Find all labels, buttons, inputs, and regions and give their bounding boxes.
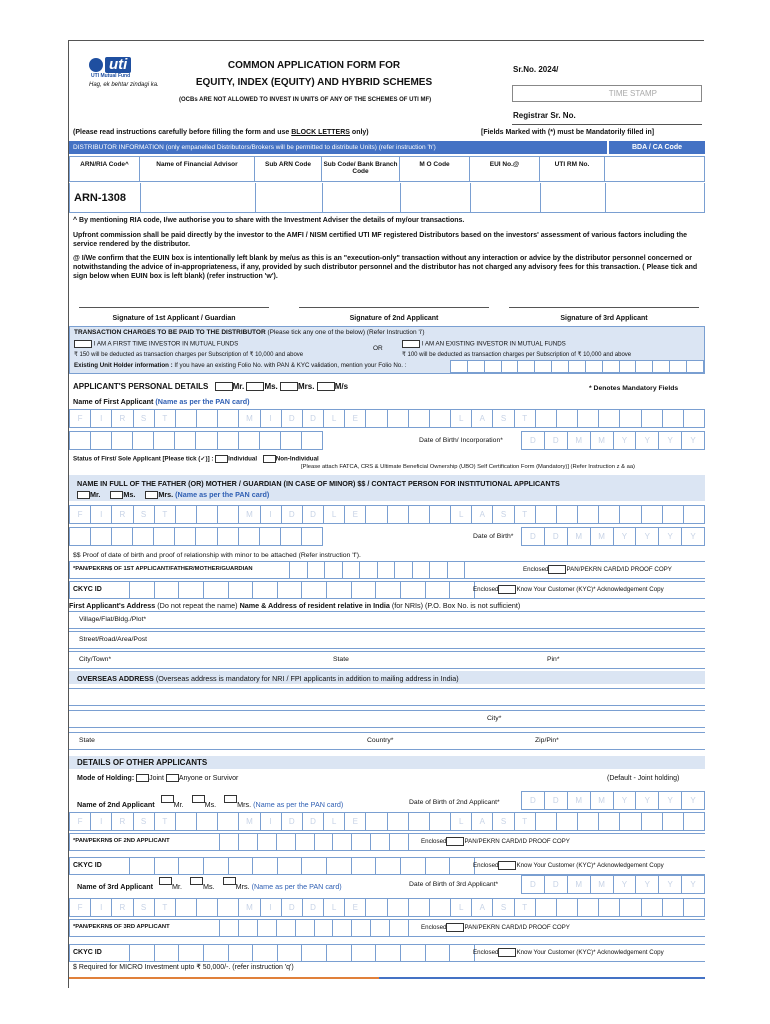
joint-label: Joint — [149, 774, 164, 782]
third-mr-label: Mr. — [172, 882, 182, 891]
registrar-serial: Registrar Sr. No. — [513, 111, 576, 120]
kyc-ack-label: Know Your Customer (KYC)* Acknowledgement Copy — [516, 862, 664, 870]
transaction-charges — [69, 326, 705, 374]
hint-char: R — [112, 813, 133, 830]
second-mr-checkbox[interactable] — [161, 795, 174, 803]
timestamp-label: TIME STAMP — [608, 89, 657, 98]
pin-label: Pin* — [547, 656, 560, 663]
third-name-row[interactable] — [69, 898, 705, 917]
second-ms-checkbox[interactable] — [192, 795, 205, 803]
joint-checkbox[interactable] — [136, 774, 149, 782]
third-mrs-label: Mrs. — [235, 882, 250, 891]
kyc-3-enclosed-checkbox[interactable] — [498, 948, 516, 957]
hint-char: L — [324, 410, 345, 427]
distributor-table-values — [69, 183, 705, 213]
hint-char: Y — [682, 432, 705, 449]
overseas-city-label: City* — [487, 715, 502, 722]
hint-char: A — [472, 410, 493, 427]
first-time-checkbox[interactable] — [74, 340, 92, 348]
hint-char: E — [345, 899, 366, 916]
third-mrs-checkbox[interactable] — [223, 877, 236, 885]
ms-label: Ms. — [264, 382, 278, 391]
village-label: Village/Flat/Bldg./Plot* — [79, 616, 147, 623]
address-title — [69, 601, 520, 610]
arn-value[interactable]: ARN-1308 — [74, 192, 126, 204]
hint-char: D — [303, 899, 324, 916]
hint-char: L — [451, 813, 472, 830]
third-ms-label: Ms. — [203, 882, 215, 891]
ms-company-label: M/s — [334, 382, 349, 391]
bda-code-header: BDA / CA Code — [609, 141, 705, 154]
registrar-line — [512, 124, 702, 125]
hint-char: Y — [682, 792, 705, 809]
pan-3-proof — [421, 923, 570, 932]
second-mrs-checkbox[interactable] — [224, 795, 237, 803]
logo-subtitle: UTI Mutual Fund — [91, 73, 131, 79]
transaction-title: TRANSACTION CHARGES TO BE PAID TO THE DISTRIBUTOR — [74, 329, 266, 336]
second-applicant-label: Name of 2nd Applicant — [77, 800, 155, 809]
hint-char: D — [282, 410, 303, 427]
address-title-main: First Applicant's Address — [69, 601, 158, 610]
col-advisor: Name of Financial Advisor — [140, 157, 255, 181]
enclosed-label: Enclosed — [473, 586, 499, 594]
hint-char: M — [239, 410, 260, 427]
overseas-title-main: OVERSEAS ADDRESS — [77, 674, 156, 683]
second-ms-label: Ms. — [204, 800, 217, 809]
hint-char: Y — [636, 792, 659, 809]
hint-char: D — [545, 792, 568, 809]
hint-char: E — [345, 506, 366, 523]
instructions-left — [73, 129, 369, 136]
kyc-3-proof — [473, 948, 664, 957]
hint-char: Y — [614, 528, 637, 545]
hint-char: D — [282, 813, 303, 830]
guardian-dob-label: Date of Birth* — [473, 533, 514, 540]
unit-holder-label: Existing Unit Holder information : — [74, 362, 175, 369]
first-time-row — [74, 340, 238, 348]
block-letters: BLOCK LETTERS — [291, 129, 350, 136]
distributor-table-header — [69, 156, 705, 182]
hint-char: D — [522, 528, 545, 545]
hint-char: T — [155, 410, 176, 427]
hint-char: D — [282, 506, 303, 523]
hint-char: D — [282, 899, 303, 916]
sig-line-1 — [79, 307, 269, 308]
hint-char: T — [155, 506, 176, 523]
logo-brand: uti — [105, 57, 131, 73]
hint-char: D — [522, 792, 545, 809]
distributor-bar-text: DISTRIBUTOR INFORMATION (only empanelled Distributors/Brokers will be permitted to distribute Units) (refer instruction 'h') — [73, 144, 436, 151]
hint-char: T — [515, 813, 536, 830]
hint-char: T — [155, 813, 176, 830]
hint-char: T — [515, 899, 536, 916]
default-holding: (Default - Joint holding) — [607, 775, 680, 782]
hint-char: L — [324, 899, 345, 916]
mandatory-note: * Denotes Mandatory Fields — [589, 385, 679, 392]
guardian-mr-checkbox[interactable] — [77, 491, 90, 499]
third-applicant-label: Name of 3rd Applicant — [77, 882, 154, 891]
signature-3: Signature of 3rd Applicant — [560, 315, 648, 322]
guardian-mrs-checkbox[interactable] — [145, 491, 158, 499]
hint-char: E — [345, 410, 366, 427]
hint-char: M — [591, 792, 614, 809]
third-mr-checkbox[interactable] — [159, 877, 172, 885]
hint-char: M — [591, 432, 614, 449]
sig-line-2 — [299, 307, 489, 308]
hint-char: Y — [614, 876, 637, 893]
status-row — [73, 455, 319, 463]
guardian-mr-label: Mr. — [90, 490, 101, 499]
hint-char: T — [515, 506, 536, 523]
hint-char: D — [522, 876, 545, 893]
hint-char: I — [91, 899, 112, 916]
signature-1: Signature of 1st Applicant / Guardian — [112, 315, 236, 322]
uti-logo — [89, 56, 159, 88]
pan-3-enclosed-checkbox[interactable] — [446, 923, 464, 932]
third-applicant-row — [77, 882, 342, 891]
hint-char: Y — [659, 528, 682, 545]
second-pan-hint: (Name as per the PAN card) — [253, 800, 344, 809]
hint-char: S — [134, 410, 155, 427]
pan-2-enclosed-checkbox[interactable] — [446, 837, 464, 846]
form-title-line1: COMMON APPLICATION FORM FOR — [227, 60, 401, 71]
overseas-title — [77, 674, 459, 683]
hint-char: I — [261, 410, 282, 427]
hint-char: S — [134, 813, 155, 830]
ocb-note: (OCBs ARE NOT ALLOWED TO INVEST IN UNITS OF ANY OF THE SCHEMES OF UTI MF) — [179, 97, 432, 103]
hint-char: A — [472, 899, 493, 916]
commission-note: Upfront commission shall be paid directly by the investor to the AMFI / NISM certified UTI MF registered Distributors based on the investors' assessment of various factors including the service rendered by the distributor. — [73, 232, 688, 248]
hint-char: I — [261, 813, 282, 830]
form-title — [169, 59, 459, 89]
ms-checkbox[interactable] — [246, 382, 264, 391]
timestamp-box — [512, 85, 702, 102]
logo-emblem-icon — [89, 58, 103, 72]
hint-char: A — [472, 506, 493, 523]
overseas-state-label: State — [79, 737, 95, 744]
hint-char: R — [112, 899, 133, 916]
hint-char: A — [472, 813, 493, 830]
overseas-country-label: Country* — [367, 737, 394, 744]
personal-details-row — [73, 382, 348, 391]
hint-char: M — [591, 528, 614, 545]
enclosed-label: Enclosed — [523, 566, 549, 574]
overseas-line1-row[interactable] — [69, 688, 705, 706]
overseas-title-note: (Overseas address is mandatory for NRI / FPI applicants in addition to mailing address in India) — [155, 674, 459, 683]
serial-number: Sr.No. 2024/ — [513, 65, 559, 74]
hint-char: L — [451, 899, 472, 916]
overseas-city-row[interactable] — [69, 710, 705, 728]
guardian-pan-hint: (Name as per the PAN card) — [175, 490, 270, 499]
mrs-checkbox[interactable] — [280, 382, 298, 391]
hint-char: Y — [659, 792, 682, 809]
hint-char: Y — [682, 876, 705, 893]
hint-char: Y — [659, 432, 682, 449]
micro-footnote: $ Required for MICRO Investment upto ₹ 50,000/-. (refer instruction 'q') — [73, 964, 294, 971]
hint-char: E — [345, 813, 366, 830]
existing-note: ₹ 100 will be deducted as transaction charges per Subscription of ₹ 10,000 and above — [402, 352, 632, 358]
existing-label: I AM AN EXISTING INVESTOR IN MUTUAL FUNDS — [421, 340, 566, 348]
hint-char: F — [70, 899, 91, 916]
proof-note: $$ Proof of date of birth and proof of relationship with minor to be attached (Refer instruction 'f'). — [73, 552, 361, 559]
address-street-row[interactable] — [69, 631, 705, 649]
existing-row — [402, 340, 566, 348]
hint-char: D — [545, 528, 568, 545]
kyc-2-proof — [473, 861, 664, 870]
hint-char: I — [261, 506, 282, 523]
unit-holder-hint: If you have an existing Folio No. with PAN & KYC validation, mention your Folio No. : — [174, 362, 407, 369]
hint-char: M — [568, 528, 591, 545]
hint-char: Y — [636, 876, 659, 893]
pan-name-hint: (Name as per the PAN card) — [155, 397, 250, 406]
second-mrs-label: Mrs. — [237, 800, 252, 809]
third-ms-checkbox[interactable] — [190, 877, 203, 885]
individual-label: Individual — [228, 455, 258, 463]
hint-char: L — [451, 506, 472, 523]
hint-char: F — [70, 813, 91, 830]
first-applicant-label — [73, 397, 250, 406]
first-time-label: I AM A FIRST TIME INVESTOR IN MUTUAL FUNDS — [93, 340, 239, 348]
dob3-input[interactable] — [521, 875, 705, 894]
instructions-only: only) — [349, 129, 369, 136]
dob-label: Date of Birth/ Incorporation* — [419, 437, 503, 444]
hint-char: F — [70, 410, 91, 427]
hint-char: M — [591, 876, 614, 893]
ckyc-1-label: CKYC ID — [73, 586, 102, 593]
state-label: State — [333, 656, 349, 663]
pan-3-label: *PAN/PEKRN$ OF 3RD APPLICANT — [73, 924, 170, 930]
hint-char: D — [545, 876, 568, 893]
hint-char: Y — [636, 432, 659, 449]
dob2-input[interactable] — [521, 791, 705, 810]
other-applicants-title: DETAILS OF OTHER APPLICANTS — [77, 758, 208, 767]
hint-char: D — [522, 432, 545, 449]
overseas-zip-label: Zip/Pin* — [535, 737, 559, 744]
sig-line-3 — [509, 307, 699, 308]
signature-2: Signature of 2nd Applicant — [349, 315, 439, 322]
instructions-right: [Fields Marked with (*) must be Mandatorily filled in] — [481, 129, 655, 136]
hint-char: Y — [614, 432, 637, 449]
address-title-nri: Name & Address of resident relative in India — [239, 601, 392, 610]
first-applicant-name-row2[interactable] — [69, 431, 323, 450]
status-label: Status of First/ Sole Applicant [Please tick (✓)] : — [73, 455, 214, 463]
pan-proof-label: PAN/PEKRN CARD/ID PROOF COPY — [464, 924, 570, 932]
hint-char: D — [545, 432, 568, 449]
hint-char: F — [70, 506, 91, 523]
guardian-title: NAME IN FULL OF THE FATHER (OR) MOTHER / GUARDIAN (IN CASE OF MINOR) $$ / CONTACT PERSON FOR INSTITUTIONAL APPLICANTS — [77, 479, 560, 488]
col-sub-arn: Sub ARN Code — [255, 157, 322, 181]
enclosed-label: Enclosed — [473, 862, 499, 870]
or-label: OR — [373, 345, 383, 352]
personal-details-title: APPLICANT'S PERSONAL DETAILS — [73, 382, 209, 391]
hint-char: I — [91, 506, 112, 523]
pan-proof-label: PAN/PEKRN CARD/ID PROOF COPY — [566, 566, 672, 574]
kyc-1-enclosed-checkbox[interactable] — [498, 585, 516, 594]
hint-char: S — [134, 899, 155, 916]
pan-1-enclosed-checkbox[interactable] — [548, 565, 566, 574]
col-euin: EUI No.@ — [470, 157, 540, 181]
address-title-nri-note: (for NRIs) (P.O. Box No. is not sufficient) — [391, 601, 521, 610]
hint-char: Y — [636, 528, 659, 545]
hint-char: M — [568, 432, 591, 449]
kyc-ack-label: Know Your Customer (KYC)* Acknowledgement Copy — [516, 949, 664, 957]
second-applicant-row — [77, 800, 343, 809]
col-sub-code: Sub Code/ Bank Branch Code — [322, 157, 400, 181]
anyone-survivor-label: Anyone or Survivor — [178, 774, 239, 782]
hint-char: M — [568, 876, 591, 893]
hint-char: Y — [682, 528, 705, 545]
guardian-dob-input[interactable] — [521, 527, 705, 546]
hint-char: S — [493, 899, 514, 916]
non-individual-note: [Please attach FATCA, CRS & Ultimate Beneficial Ownership (UBO) Self Certification Form (Mandatory)] (Refer Instruction z & aa) — [301, 464, 635, 470]
anyone-survivor-checkbox[interactable] — [166, 774, 179, 782]
ckyc-2-label: CKYC ID — [73, 862, 102, 869]
mrs-label: Mrs. — [298, 382, 315, 391]
footer-rule-blue — [379, 977, 705, 979]
hint-char: T — [155, 899, 176, 916]
pan-2-label: *PAN/PEKRN$ OF 2ND APPLICANT — [73, 838, 170, 844]
hint-char: D — [303, 410, 324, 427]
mr-checkbox[interactable] — [215, 382, 233, 391]
enclosed-label: Enclosed — [473, 949, 499, 957]
address-city-row[interactable] — [69, 651, 705, 669]
address-title-note: (Do not repeat the name) — [157, 601, 240, 610]
first-applicant-text: Name of First Applicant — [73, 397, 156, 406]
instructions-text: (Please read instructions carefully before filling the form and use — [73, 129, 292, 136]
hint-char: L — [324, 813, 345, 830]
pan-1-label: *PAN/PEKRN$ OF 1ST APPLICANT/FATHER/MOTHER/GUARDIAN — [73, 566, 253, 572]
hint-char: S — [134, 506, 155, 523]
application-form — [68, 40, 704, 988]
dob-input[interactable] — [521, 431, 705, 450]
guardian-name-row1[interactable] — [69, 505, 705, 524]
hint-char: I — [261, 899, 282, 916]
kyc-ack-label: Know Your Customer (KYC)* Acknowledgement Copy — [516, 586, 664, 594]
euin-note: @ I/We confirm that the EUIN box is intentionally left blank by me/us as this is an "execution-only" transaction without any interaction or advice by the distributor personnel concerned or notwithstanding the advice of in-appropriateness, if any, provided by such distributor personnel and the distributor has not charged any advisory fees for this transaction. ( Please tick and sign below when EUIN box is left blank) (refer instruction 'w'). — [73, 255, 698, 280]
individual-checkbox[interactable] — [215, 455, 228, 463]
enclosed-label: Enclosed — [421, 924, 447, 932]
dob2-label: Date of Birth of 2nd Applicant* — [409, 799, 500, 806]
hint-char: M — [239, 899, 260, 916]
pan-proof-label: PAN/PEKRN CARD/ID PROOF COPY — [464, 838, 570, 846]
col-rm: UTI RM No. — [540, 157, 605, 181]
existing-checkbox[interactable] — [402, 340, 420, 348]
overseas-state-row[interactable] — [69, 732, 705, 750]
non-individual-checkbox[interactable] — [263, 455, 276, 463]
hint-char: I — [91, 410, 112, 427]
mode-of-holding-row — [77, 774, 238, 782]
col-arn: ARN/RIA Code^ — [70, 157, 140, 181]
form-title-line2: EQUITY, INDEX (EQUITY) AND HYBRID SCHEMES — [195, 77, 433, 88]
hint-char: Y — [614, 792, 637, 809]
pan-1-proof — [523, 565, 672, 574]
hint-char: I — [91, 813, 112, 830]
enclosed-label: Enclosed — [421, 838, 447, 846]
footer-rule-orange — [69, 977, 379, 979]
first-applicant-name-row1[interactable] — [69, 409, 705, 428]
guardian-salutation — [77, 490, 269, 499]
guardian-ms-label: Ms. — [123, 490, 136, 499]
logo-tagline: Hag, ek behtar zindagi ka. — [89, 82, 159, 88]
pan-2-proof — [421, 837, 570, 846]
hint-char: D — [303, 813, 324, 830]
hint-char: L — [451, 410, 472, 427]
hint-char: L — [324, 506, 345, 523]
ckyc-3-label: CKYC ID — [73, 949, 102, 956]
address-village-row[interactable] — [69, 611, 705, 629]
guardian-name-row2[interactable] — [69, 527, 323, 546]
hint-char: M — [239, 506, 260, 523]
hint-char: M — [239, 813, 260, 830]
third-pan-hint: (Name as per the PAN card) — [251, 882, 342, 891]
hint-char: S — [493, 506, 514, 523]
hint-char: R — [112, 410, 133, 427]
second-name-row[interactable] — [69, 812, 705, 831]
dob3-label: Date of Birth of 3rd Applicant* — [409, 881, 499, 888]
guardian-ms-checkbox[interactable] — [110, 491, 123, 499]
hint-char: Y — [659, 876, 682, 893]
hint-char: M — [568, 792, 591, 809]
hint-char: R — [112, 506, 133, 523]
col-mo-code: M O Code — [400, 157, 470, 181]
city-label: City/Town* — [79, 656, 112, 663]
transaction-subtitle: (Please tick any one of the below) (Refer Instruction 'i') — [265, 329, 425, 336]
hint-char: S — [493, 410, 514, 427]
ria-note: ^ By mentioning RIA code, I/we authorise you to share with the Investment Adviser the details of my/our transactions. — [73, 217, 465, 224]
ms-company-checkbox[interactable] — [317, 382, 335, 391]
mr-label: Mr. — [232, 382, 245, 391]
distributor-bar — [69, 141, 607, 154]
hint-char: S — [493, 813, 514, 830]
street-label: Street/Road/Area/Post — [79, 636, 148, 643]
hint-char: D — [303, 506, 324, 523]
second-mr-label: Mr. — [173, 800, 184, 809]
hint-char: T — [515, 410, 536, 427]
folio-number-input[interactable] — [450, 360, 704, 373]
non-individual-label: Non-Individual — [275, 455, 319, 463]
kyc-1-proof — [473, 585, 664, 594]
kyc-2-enclosed-checkbox[interactable] — [498, 861, 516, 870]
guardian-mrs-label: Mrs. — [158, 490, 174, 499]
first-time-note: ₹ 150 will be deducted as transaction charges per Subscription of ₹ 10,000 and above — [74, 352, 304, 358]
mode-label: Mode of Holding: — [77, 774, 135, 782]
